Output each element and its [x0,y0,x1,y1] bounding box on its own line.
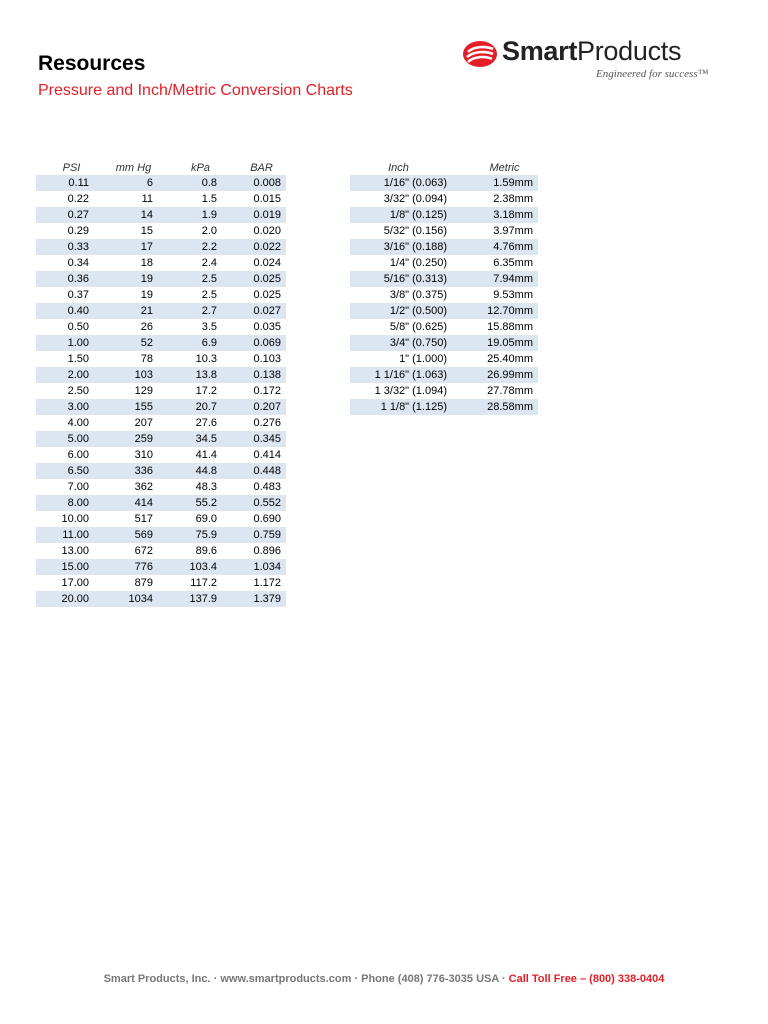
table-row [350,255,538,271]
table-row [36,495,286,511]
cell-metric: 25.40mm [487,353,533,365]
cell-metric: 7.94mm [452,271,538,287]
table-row [36,479,286,495]
inch-metric-conversion-table [350,160,538,415]
cell-kpa: 2.7 [158,303,222,319]
cell-bar: 0.414 [253,449,281,461]
cell-psi: 0.27 [36,207,94,223]
header-bar: BAR [250,161,273,174]
cell-inch: 3/16" (0.188) [350,239,452,255]
cell-psi: 4.00 [67,417,89,429]
cell-kpa: 10.3 [195,353,217,365]
cell-bar: 0.069 [222,335,286,351]
table-row [350,367,538,383]
cell-psi: 17.00 [61,577,89,589]
cell-mm-hg: 19 [140,289,153,301]
cell-bar: 0.022 [222,239,286,255]
cell-psi: 8.00 [36,495,94,511]
header-inch: Inch [388,161,409,174]
cell-psi: 2.50 [67,385,89,397]
table-row [350,223,538,239]
table-row [350,319,538,335]
cell-psi: 1.50 [67,353,89,365]
cell-kpa: 69.0 [195,513,217,525]
cell-psi: 10.00 [61,513,89,525]
table-row [350,335,538,351]
cell-metric: 27.78mm [487,385,533,397]
table-row [350,303,538,319]
header-psi: PSI [62,161,81,174]
cell-kpa: 27.6 [195,417,217,429]
cell-inch: 3/32" (0.094) [383,193,447,205]
cell-mm-hg: 362 [134,481,153,493]
cell-bar: 0.759 [222,527,286,543]
cell-bar: 0.025 [222,271,286,287]
cell-metric: 19.05mm [452,335,538,351]
table-row [36,271,286,287]
cell-mm-hg: 310 [134,449,153,461]
cell-metric: 6.35mm [493,257,533,269]
cell-kpa: 2.5 [158,271,222,287]
cell-psi: 13.00 [61,545,89,557]
cell-kpa: 2.4 [201,257,217,269]
table-row [350,239,538,255]
table-row [36,575,286,591]
table-row [350,207,538,223]
pressure-conversion-table [36,160,286,607]
table-row [36,351,286,367]
cell-metric: 9.53mm [493,289,533,301]
cell-kpa: 89.6 [195,545,217,557]
cell-psi: 3.00 [36,399,94,415]
table-row [36,319,286,335]
page-title: Resources [38,52,146,75]
table-row [36,383,286,399]
cell-psi: 7.00 [67,481,89,493]
table-row [36,431,286,447]
cell-mm-hg: 78 [140,353,153,365]
cell-inch: 1/16" (0.063) [350,175,452,191]
table-row [36,255,286,271]
table-row [36,335,286,351]
cell-psi: 1.00 [36,335,94,351]
page-footer [0,973,768,985]
cell-inch: 1/4" (0.250) [389,257,447,269]
cell-mm-hg: 26 [140,321,153,333]
cell-mm-hg: 155 [94,399,158,415]
table-row [36,415,286,431]
cell-metric: 3.97mm [493,225,533,237]
cell-bar: 0.035 [253,321,281,333]
table-row [36,287,286,303]
cell-bar: 0.276 [253,417,281,429]
table-row [36,303,286,319]
cell-bar: 0.015 [253,193,281,205]
cell-bar: 0.172 [253,385,281,397]
cell-mm-hg: 52 [94,335,158,351]
cell-inch: 1 1/8" (1.125) [350,399,452,415]
cell-kpa: 55.2 [158,495,222,511]
cell-psi: 0.40 [36,303,94,319]
table-row [36,367,286,383]
table-row [36,591,286,607]
header-metric: Metric [489,161,520,174]
cell-bar: 1.379 [222,591,286,607]
cell-psi: 0.29 [67,225,89,237]
cell-psi: 0.33 [36,239,94,255]
cell-kpa: 103.4 [158,559,222,575]
cell-psi: 6.50 [36,463,94,479]
footer-toll-free: Call Toll Free – (800) 338-0404 [508,973,665,985]
cell-inch: 1 3/32" (1.094) [374,385,447,397]
cell-metric: 12.70mm [452,303,538,319]
cell-kpa: 2.2 [158,239,222,255]
cell-inch: 5/8" (0.625) [389,321,447,333]
cell-mm-hg: 259 [94,431,158,447]
cell-kpa: 2.5 [201,289,217,301]
cell-bar: 0.020 [253,225,281,237]
table-row [36,543,286,559]
cell-bar: 0.138 [222,367,286,383]
pressure-header-row [36,160,286,175]
cell-inch: 5/32" (0.156) [383,225,447,237]
company-logo [462,38,732,84]
table-row [36,447,286,463]
table-row [36,207,286,223]
cell-bar: 0.483 [253,481,281,493]
cell-mm-hg: 18 [140,257,153,269]
cell-metric: 26.99mm [452,367,538,383]
cell-kpa: 1.9 [158,207,222,223]
cell-metric: 2.38mm [493,193,533,205]
cell-mm-hg: 21 [94,303,158,319]
cell-psi: 0.36 [36,271,94,287]
cell-kpa: 13.8 [158,367,222,383]
cell-bar: 0.019 [222,207,286,223]
cell-mm-hg: 15 [140,225,153,237]
table-row [36,527,286,543]
cell-kpa: 117.2 [190,577,217,589]
cell-bar: 0.025 [253,289,281,301]
table-row [350,191,538,207]
cell-mm-hg: 776 [94,559,158,575]
cell-kpa: 44.8 [158,463,222,479]
cell-inch: 1" (1.000) [399,353,447,365]
footer-company-info: Smart Products, Inc. · www.smartproducts.com · Phone (408) 776-3035 USA · [103,973,506,985]
table-row [36,191,286,207]
cell-psi: 0.22 [67,193,89,205]
cell-mm-hg: 17 [94,239,158,255]
cell-psi: 5.00 [36,431,94,447]
cell-psi: 11.00 [36,527,94,543]
cell-bar: 0.448 [222,463,286,479]
cell-mm-hg: 414 [94,495,158,511]
cell-psi: 20.00 [36,591,94,607]
cell-kpa: 17.2 [195,385,217,397]
cell-metric: 4.76mm [452,239,538,255]
cell-bar: 0.207 [222,399,286,415]
cell-mm-hg: 6 [94,175,158,191]
table-row [350,287,538,303]
table-row [36,223,286,239]
table-row [36,399,286,415]
smartproducts-logo-mark-icon [462,40,498,68]
cell-bar: 0.345 [222,431,286,447]
cell-mm-hg: 1034 [94,591,158,607]
cell-bar: 0.552 [222,495,286,511]
cell-mm-hg: 517 [134,513,153,525]
cell-inch: 1 1/16" (1.063) [350,367,452,383]
table-row [350,399,538,415]
cell-bar: 0.027 [222,303,286,319]
header-mm-hg: mm Hg [115,161,152,174]
table-row [36,463,286,479]
cell-kpa: 137.9 [158,591,222,607]
cell-mm-hg: 103 [94,367,158,383]
cell-metric: 15.88mm [487,321,533,333]
cell-psi: 0.34 [67,257,89,269]
cell-psi: 15.00 [36,559,94,575]
cell-psi: 2.00 [36,367,94,383]
cell-bar: 0.103 [253,353,281,365]
cell-bar: 0.024 [253,257,281,269]
table-row [36,175,286,191]
cell-mm-hg: 672 [134,545,153,557]
header-kpa: kPa [191,161,210,174]
cell-inch: 5/16" (0.313) [350,271,452,287]
cell-bar: 1.172 [253,577,281,589]
cell-inch: 1/8" (0.125) [350,207,452,223]
cell-inch: 3/8" (0.375) [389,289,447,301]
table-row [36,511,286,527]
cell-mm-hg: 336 [94,463,158,479]
cell-metric: 3.18mm [452,207,538,223]
cell-kpa: 48.3 [195,481,217,493]
cell-mm-hg: 879 [134,577,153,589]
cell-mm-hg: 129 [134,385,153,397]
logo-word-regular: Products [577,36,682,66]
cell-kpa: 1.5 [201,193,217,205]
cell-mm-hg: 207 [134,417,153,429]
cell-kpa: 41.4 [195,449,217,461]
inch-header-row [350,160,538,175]
table-row [350,175,538,191]
logo-word-bold: Smart [502,36,578,66]
cell-mm-hg: 19 [94,271,158,287]
cell-inch: 1/2" (0.500) [350,303,452,319]
cell-bar: 0.690 [253,513,281,525]
table-row [36,559,286,575]
cell-inch: 3/4" (0.750) [350,335,452,351]
cell-kpa: 75.9 [158,527,222,543]
table-row [36,239,286,255]
cell-kpa: 20.7 [158,399,222,415]
page-subtitle: Pressure and Inch/Metric Conversion Charts [38,82,353,99]
cell-metric: 1.59mm [452,175,538,191]
cell-metric: 28.58mm [452,399,538,415]
table-row [350,383,538,399]
cell-kpa: 3.5 [201,321,217,333]
cell-mm-hg: 14 [94,207,158,223]
cell-kpa: 34.5 [158,431,222,447]
logo-wordmark [502,36,681,67]
cell-kpa: 2.0 [201,225,217,237]
cell-psi: 0.37 [67,289,89,301]
table-row [350,351,538,367]
cell-kpa: 0.8 [158,175,222,191]
cell-psi: 0.50 [67,321,89,333]
cell-bar: 1.034 [222,559,286,575]
cell-kpa: 6.9 [158,335,222,351]
cell-bar: 0.008 [222,175,286,191]
logo-tagline: Engineered for success™ [596,68,709,80]
cell-psi: 6.00 [67,449,89,461]
table-row [350,271,538,287]
cell-psi: 0.11 [36,175,94,191]
cell-mm-hg: 11 [141,193,153,205]
cell-bar: 0.896 [253,545,281,557]
cell-mm-hg: 569 [94,527,158,543]
